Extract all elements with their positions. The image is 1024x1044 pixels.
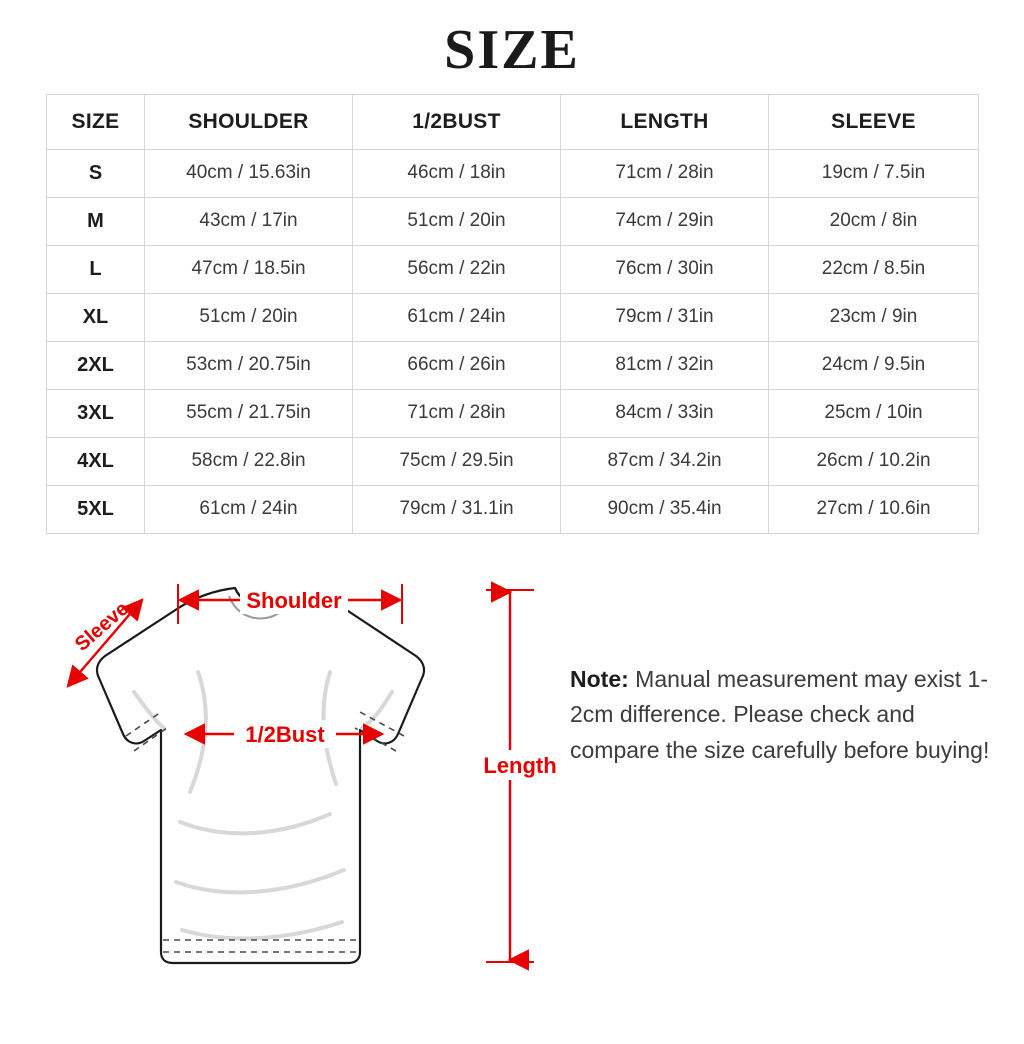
column-header-length: LENGTH [561, 94, 769, 149]
length-measure-arrow [470, 552, 570, 1022]
cell-size: XL [47, 293, 145, 341]
shoulder-label: Shoulder [246, 587, 342, 613]
cell-shoulder: 58cm / 22.8in [145, 437, 353, 485]
cell-halfbust: 46cm / 18in [353, 149, 561, 197]
sleeve-label: Sleeve [70, 597, 134, 656]
measurement-diagram-section [0, 552, 1024, 1022]
cell-halfbust: 75cm / 29.5in [353, 437, 561, 485]
cell-size: 2XL [47, 341, 145, 389]
cell-shoulder: 61cm / 24in [145, 485, 353, 533]
cell-shoulder: 55cm / 21.75in [145, 389, 353, 437]
halfbust-label: 1/2Bust [245, 721, 325, 747]
cell-length: 81cm / 32in [561, 341, 769, 389]
cell-sleeve: 27cm / 10.6in [769, 485, 979, 533]
cell-shoulder: 47cm / 18.5in [145, 245, 353, 293]
table-header-row [47, 94, 979, 149]
column-header-shoulder: SHOULDER [145, 94, 353, 149]
cell-halfbust: 79cm / 31.1in [353, 485, 561, 533]
cell-shoulder: 43cm / 17in [145, 197, 353, 245]
cell-sleeve: 23cm / 9in [769, 293, 979, 341]
cell-sleeve: 24cm / 9.5in [769, 341, 979, 389]
cell-halfbust: 56cm / 22in [353, 245, 561, 293]
table-row [47, 293, 979, 341]
note-text [570, 662, 1000, 769]
cell-size: L [47, 245, 145, 293]
table-row [47, 197, 979, 245]
tshirt-illustration [30, 552, 500, 1022]
cell-halfbust: 71cm / 28in [353, 389, 561, 437]
cell-shoulder: 40cm / 15.63in [145, 149, 353, 197]
cell-sleeve: 19cm / 7.5in [769, 149, 979, 197]
cell-halfbust: 51cm / 20in [353, 197, 561, 245]
cell-length: 79cm / 31in [561, 293, 769, 341]
note-body: Manual measurement may exist 1-2cm difference. Please check and compare the size carefully before buying! [570, 665, 990, 763]
table-row [47, 149, 979, 197]
column-header-size: SIZE [47, 94, 145, 149]
cell-halfbust: 66cm / 26in [353, 341, 561, 389]
cell-length: 74cm / 29in [561, 197, 769, 245]
cell-size: 5XL [47, 485, 145, 533]
cell-halfbust: 61cm / 24in [353, 293, 561, 341]
size-table-container [46, 94, 978, 534]
cell-size: S [47, 149, 145, 197]
cell-length: 90cm / 35.4in [561, 485, 769, 533]
note-prefix: Note: [570, 665, 629, 692]
size-table [46, 94, 979, 534]
column-header-sleeve: SLEEVE [769, 94, 979, 149]
cell-sleeve: 26cm / 10.2in [769, 437, 979, 485]
cell-length: 71cm / 28in [561, 149, 769, 197]
cell-size: M [47, 197, 145, 245]
cell-size: 4XL [47, 437, 145, 485]
page-title: SIZE [444, 19, 580, 81]
length-label: Length [483, 752, 557, 778]
table-row [47, 485, 979, 533]
table-row [47, 389, 979, 437]
cell-sleeve: 25cm / 10in [769, 389, 979, 437]
cell-size: 3XL [47, 389, 145, 437]
cell-shoulder: 53cm / 20.75in [145, 341, 353, 389]
cell-sleeve: 20cm / 8in [769, 197, 979, 245]
tshirt-outline [97, 588, 424, 963]
table-row [47, 341, 979, 389]
cell-sleeve: 22cm / 8.5in [769, 245, 979, 293]
cell-length: 84cm / 33in [561, 389, 769, 437]
table-row [47, 245, 979, 293]
cell-length: 87cm / 34.2in [561, 437, 769, 485]
cell-shoulder: 51cm / 20in [145, 293, 353, 341]
table-row [47, 437, 979, 485]
cell-length: 76cm / 30in [561, 245, 769, 293]
column-header-halfbust: 1/2BUST [353, 94, 561, 149]
